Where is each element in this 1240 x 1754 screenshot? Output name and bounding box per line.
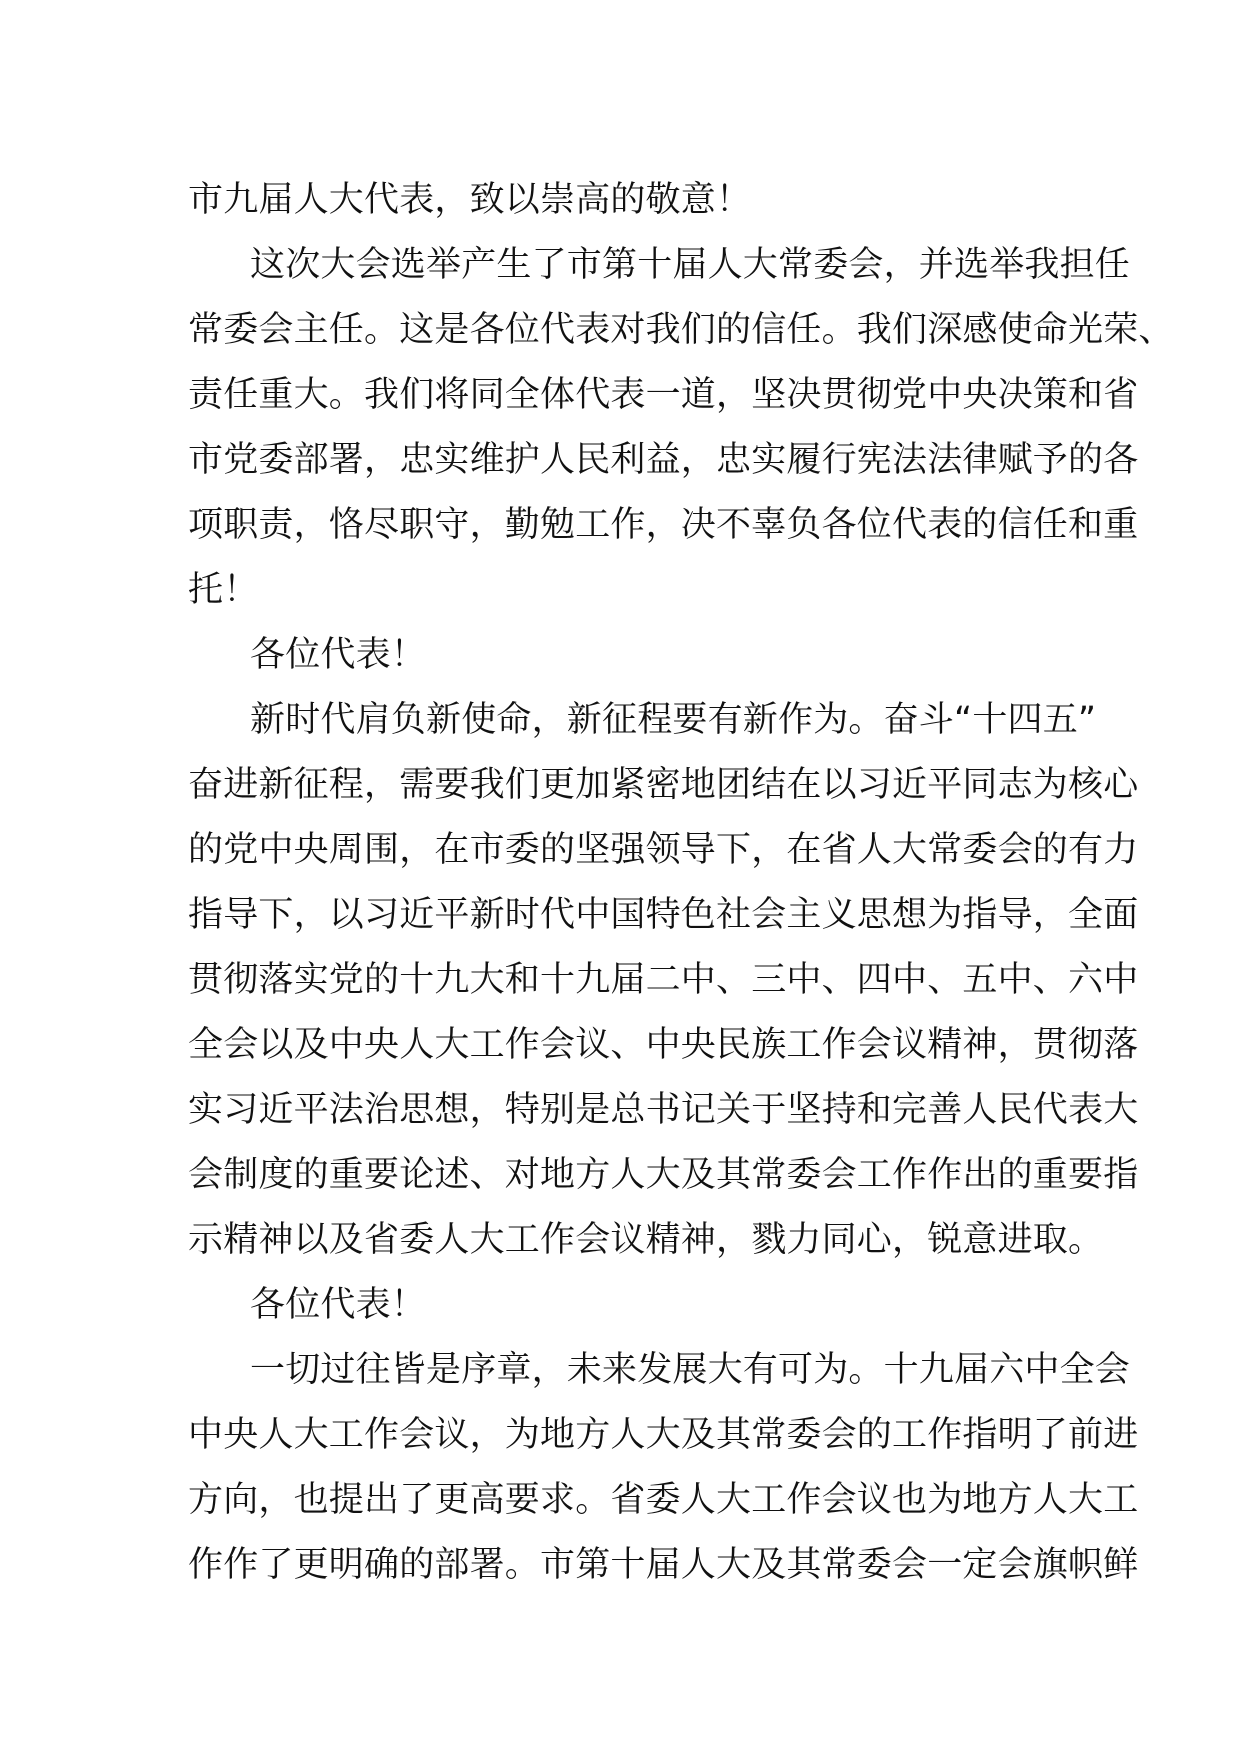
text-line: 全会以及中央人大工作会议、中央民族工作会议精神，贯彻落 [188, 1025, 1139, 1065]
text-line: 贯彻落实党的十九大和十九届二中、三中、四中、五中、六中 [188, 960, 1139, 1000]
text-line: 作作了更明确的部署。市第十届人大及其常委会一定会旗帜鲜 [188, 1545, 1139, 1585]
text-line: 实习近平法治思想，特别是总书记关于坚持和完善人民代表大 [188, 1090, 1139, 1130]
text-line: 常委会主任。这是各位代表对我们的信任。我们深感使命光荣、 [188, 310, 1174, 350]
text-line: 示精神以及省委人大工作会议精神，戮力同心，锐意进取。 [188, 1220, 1104, 1260]
text-line: 方向，也提出了更高要求。省委人大工作会议也为地方人大工 [188, 1480, 1139, 1520]
text-line: 奋进新征程，需要我们更加紧密地团结在以习近平同志为核心 [188, 765, 1139, 805]
text-line: 项职责，恪尽职守，勤勉工作，决不辜负各位代表的信任和重 [188, 505, 1139, 545]
text-line: 市九届人大代表，致以崇高的敬意！ [188, 180, 752, 220]
text-line: 中央人大工作会议，为地方人大及其常委会的工作指明了前进 [188, 1415, 1139, 1455]
text-line: 各位代表！ [250, 1285, 427, 1325]
text-line: 新时代肩负新使命，新征程要有新作为。奋斗“十四五” [250, 700, 1097, 740]
text-line: 这次大会选举产生了市第十届人大常委会，并选举我担任 [250, 245, 1131, 285]
document-body [188, 168, 1174, 1598]
text-line: 指导下，以习近平新时代中国特色社会主义思想为指导，全面 [188, 895, 1139, 935]
text-line: 一切过往皆是序章，未来发展大有可为。十九届六中全会 [250, 1350, 1131, 1390]
text-line: 的党中央周围，在市委的坚强领导下，在省人大常委会的有力 [188, 830, 1139, 870]
text-line: 会制度的重要论述、对地方人大及其常委会工作作出的重要指 [188, 1155, 1139, 1195]
text-line: 各位代表！ [250, 635, 427, 675]
text-line: 责任重大。我们将同全体代表一道，坚决贯彻党中央决策和省 [188, 375, 1139, 415]
text-line: 托！ [188, 570, 259, 610]
text-line: 市党委部署，忠实维护人民利益，忠实履行宪法法律赋予的各 [188, 440, 1139, 480]
